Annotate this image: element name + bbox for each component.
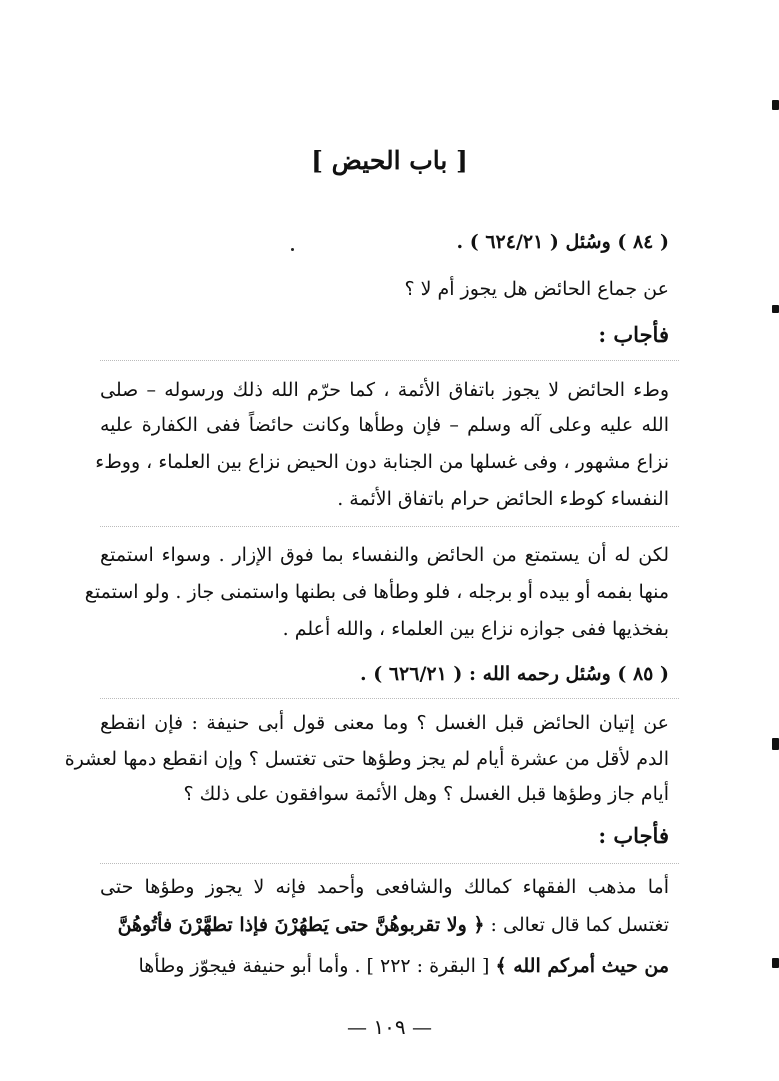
question-84-text: عن جماع الحائض هل يجوز أم لا ؟ <box>404 278 669 300</box>
paragraph-line: نزاع مشهور ، وفى غسلها من الجنابة دون الحيض نزاع بين العلماء ، ووطء <box>95 451 669 473</box>
paragraph-line: منها بفمه أو بيده أو برجله ، فلو وطأها فى بطنها واستمنى جاز . ولو استمتع <box>84 581 669 603</box>
quran-verse: من حيث أمركم الله ﴾ <box>495 955 669 977</box>
question-85-line: الدم لأقل من عشرة أيام لم يجز وطؤها حتى تغتسل ؟ وإن انقطع دمها لعشرة <box>64 748 669 770</box>
scan-edge-mark <box>772 305 779 313</box>
scan-edge-mark <box>772 738 779 750</box>
chapter-heading: [ باب الحيض ] <box>311 146 468 175</box>
paragraph-line: لكن له أن يستمتع من الحائض والنفساء بما فوق الإزار . وسواء استمتع <box>100 544 669 566</box>
paragraph-line: الله عليه وعلى آله وسلم – فإن وطأها وكانت حائضاً ففى الكفارة عليه <box>100 414 669 436</box>
paragraph-line: النفساء كوطء الحائض حرام باتفاق الأئمة . <box>337 488 669 510</box>
question-85-line: عن إتيان الحائض قبل الغسل ؟ وما معنى قول أبى حنيفة : فإن انقطع <box>100 712 669 734</box>
question-84-title: ( ٨٤ ) وسُئل ( ٦٢٤/٢١ ) . <box>456 231 669 253</box>
answer-line: أما مذهب الفقهاء كمالك والشافعى وأحمد فإنه لا يجوز وطؤها حتى <box>100 876 669 898</box>
question-85-line: أيام جاز وطؤها قبل الغسل ؟ وهل الأئمة سوافقون على ذلك ؟ <box>183 783 669 805</box>
answer-label: فأجاب : <box>598 823 669 848</box>
answer-text: تغتسل كما قال تعالى : <box>490 914 669 936</box>
answer-label: فأجاب : <box>598 322 669 347</box>
paragraph-line: وطء الحائض لا يجوز باتفاق الأئمة ، كما حرّم الله ذلك ورسوله – صلى <box>100 379 669 401</box>
verse-reference-text: [ البقرة : ٢٢٢ ] . وأما أبو حنيفة فيجوّز وطأها <box>138 955 490 977</box>
answer-line-with-verse <box>100 914 669 937</box>
page-number: — ١٠٩ — <box>347 1015 432 1039</box>
paragraph-line: بفخذيها ففى جوازه نزاع بين العلماء ، والله أعلم . <box>282 618 669 640</box>
section-divider <box>100 360 679 361</box>
scan-edge-mark <box>772 100 779 110</box>
scan-edge-mark <box>772 958 779 968</box>
answer-line-with-verse <box>100 955 669 978</box>
section-divider <box>100 526 679 527</box>
section-divider <box>100 698 679 699</box>
question-85-title: ( ٨٥ ) وسُئل رحمه الله : ( ٦٢٦/٢١ ) . <box>360 663 669 685</box>
section-divider <box>100 863 679 864</box>
quran-verse: ﴿ ولا تقربوهُنَّ حتى يَطهُرْنَ فإذا تطهَّرْنَ فأتُوهُنَّ <box>117 914 485 936</box>
